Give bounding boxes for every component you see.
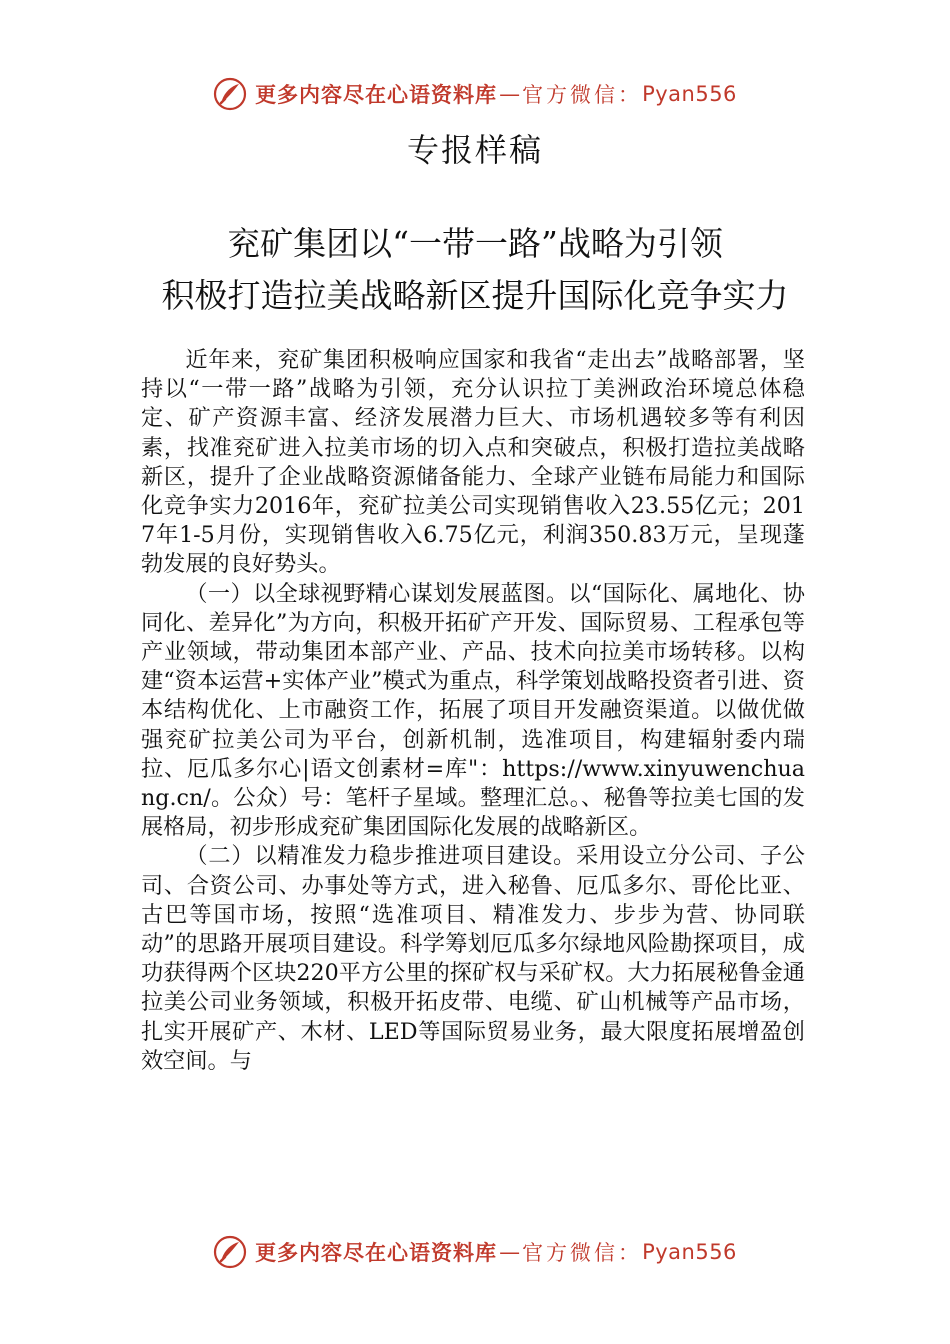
banner-site-name: 更多内容尽在心语资料库 bbox=[255, 1241, 498, 1265]
banner-wechat-label: 官方微信： bbox=[522, 83, 643, 107]
banner-wechat-id: Pyan556 bbox=[642, 82, 737, 106]
footer-banner bbox=[0, 1232, 950, 1272]
brush-logo-icon bbox=[213, 1235, 247, 1269]
document-title-line1: 兖矿集团以“一带一路”战略为引领 bbox=[227, 224, 723, 263]
body-paragraph: 近年来，兖矿集团积极响应国家和我省“走出去”战略部署，坚持以“一带一路”战略为引领，充分认识拉丁美洲政治环境总体稳定、矿产资源丰富、经济发展潜力巨大、市场机遇较多等有利因素，找准兖矿进入拉美市场的切入点和突破点，积极打造拉美战略新区，提升了企业战略资源储备能力、全球产业链布局能力和国际化竞争实力2016年，兖矿拉美公司实现销售收入23.55亿元；2017年1-5月份，实现销售收入6.75亿元，利润350.83万元，呈现蓬勃发展的良好势头。 bbox=[141, 347, 805, 578]
document-body bbox=[141, 346, 805, 1076]
document-label: 专报样稿 bbox=[406, 131, 543, 169]
banner-site-name: 更多内容尽在心语资料库 bbox=[255, 83, 498, 107]
brush-logo-icon bbox=[213, 77, 247, 111]
banner-separator: — bbox=[499, 1240, 521, 1264]
header-banner bbox=[0, 74, 950, 114]
body-paragraph: （二）以精准发力稳步推进项目建设。采用设立分公司、子公司、合资公司、办事处等方式，进入秘鲁、厄瓜多尔、哥伦比亚、古巴等国市场，按照“选准项目、精准发力、步步为营、协同联动”的思路开展项目建设。科学筹划厄瓜多尔绿地风险勘探项目，成功获得两个区块220平方公里的探矿权与采矿权。大力拓展秘鲁金通拉美公司业务领域，积极开拓皮带、电缆、矿山机械等产品市场，扎实开展矿产、木材、LED等国际贸易业务，最大限度拓展增盈创效空间。与 bbox=[141, 843, 805, 1074]
body-paragraph: （一）以全球视野精心谋划发展蓝图。以“国际化、属地化、协同化、差异化”为方向，积极开拓矿产开发、国际贸易、工程承包等产业领域，带动集团本部产业、产品、技术向拉美市场转移。以构建“资本运营+实体产业”模式为重点，科学策划战略投资者引进、资本结构优化、上市融资工作，拓展了项目开发融资渠道。以做优做强兖矿拉美公司为平台，创新机制，选准项目，构建辐射委内瑞拉、厄瓜多尔心|语文创素材=库"：https://www.xinyuwenchuang.cn/。公众）号：笔杆子星域。整理汇总。、秘鲁等拉美七国的发展格局，初步形成兖矿集团国际化发展的战略新区。 bbox=[141, 580, 805, 841]
document-title-line2: 积极打造拉美战略新区提升国际化竞争实力 bbox=[161, 276, 789, 315]
banner-wechat-id: Pyan556 bbox=[642, 1240, 737, 1264]
banner-wechat-label: 官方微信： bbox=[522, 1241, 643, 1265]
banner-separator: — bbox=[499, 82, 521, 106]
